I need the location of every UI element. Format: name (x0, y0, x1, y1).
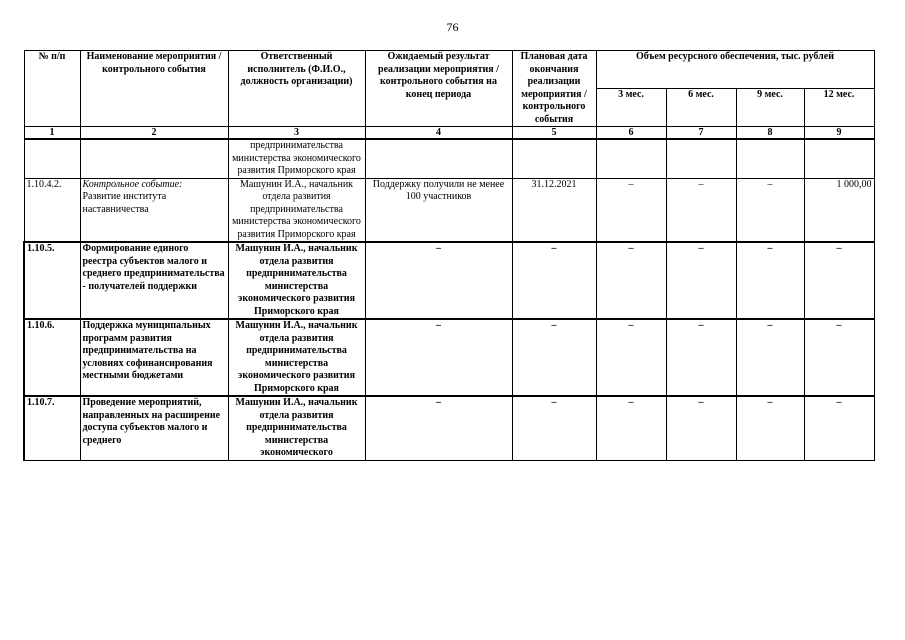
column-number: 8 (736, 127, 804, 140)
row-9-months: – (736, 319, 804, 396)
table-row (24, 178, 874, 242)
header-9-months: 9 мес. (736, 89, 804, 127)
row-number (24, 139, 80, 178)
header-result: Ожидаемый результат реализации мероприятия / контрольного события на конец периода (365, 51, 512, 127)
row-3-months: – (596, 319, 666, 396)
header-num: № п/п (24, 51, 80, 127)
header-name: Наименование мероприятия / контрольного события (80, 51, 228, 127)
column-number: 2 (80, 127, 228, 140)
table-row (24, 242, 874, 319)
row-12-months (804, 139, 874, 178)
column-number: 1 (24, 127, 80, 140)
row-6-months: – (666, 178, 736, 242)
row-date (512, 139, 596, 178)
row-6-months: – (666, 396, 736, 460)
column-number-row (24, 127, 874, 140)
row-12-months: – (804, 396, 874, 460)
column-number: 5 (512, 127, 596, 140)
row-number: 1.10.4.2. (24, 178, 80, 242)
row-result: – (365, 319, 512, 396)
column-number: 6 (596, 127, 666, 140)
row-3-months (596, 139, 666, 178)
row-responsible: предпринимательства министерства экономического развития Приморского края (228, 139, 365, 178)
row-name: Проведение мероприятий, направленных на расширение доступа субъектов малого и среднего (80, 396, 228, 460)
row-date: – (512, 242, 596, 319)
control-event-label: Контрольное событие: (82, 178, 183, 190)
row-name: Развитие института наставничества (82, 191, 167, 215)
row-3-months: – (596, 396, 666, 460)
row-date: – (512, 319, 596, 396)
row-12-months: – (804, 242, 874, 319)
row-responsible: Машунин И.А., начальник отдела развития предпринимательства министерства экономического развития Приморского края (228, 242, 365, 319)
column-number: 3 (228, 127, 365, 140)
row-name: Поддержка муниципальных программ развития предпринимательства на условиях софинансирования местными бюджетами (80, 319, 228, 396)
row-12-months: – (804, 319, 874, 396)
row-9-months (736, 139, 804, 178)
row-name-cell (80, 178, 228, 242)
column-number: 7 (666, 127, 736, 140)
page-number: 76 (446, 20, 459, 34)
row-9-months: – (736, 396, 804, 460)
row-9-months: – (736, 242, 804, 319)
header-date: Плановая дата окончания реализации мероприятия / контрольного события (512, 51, 596, 127)
row-number: 1.10.5. (24, 242, 80, 319)
row-responsible: Машунин И.А., начальник отдела развития предпринимательства министерства экономического (228, 396, 365, 460)
row-result: – (365, 242, 512, 319)
row-12-months: 1 000,00 (804, 178, 874, 242)
row-number: 1.10.7. (24, 396, 80, 460)
row-responsible: Машунин И.А., начальник отдела развития предпринимательства министерства экономического развития Приморского края (228, 178, 365, 242)
table-row (24, 139, 874, 178)
row-result: – (365, 396, 512, 460)
row-6-months: – (666, 319, 736, 396)
header-12-months: 12 мес. (804, 89, 874, 127)
row-date: 31.12.2021 (512, 178, 596, 242)
row-name: Формирование единого реестра субъектов малого и среднего предпринимательства - получателей поддержки (80, 242, 228, 319)
row-responsible: Машунин И.А., начальник отдела развития предпринимательства министерства экономического развития Приморского края (228, 319, 365, 396)
row-result: Поддержку получили не менее 100 участников (365, 178, 512, 242)
row-name (80, 139, 228, 178)
table-row (24, 319, 874, 396)
row-number: 1.10.6. (24, 319, 80, 396)
header-responsible: Ответственный исполнитель (Ф.И.О., должность организации) (228, 51, 365, 127)
column-number: 9 (804, 127, 874, 140)
header-6-months: 6 мес. (666, 89, 736, 127)
row-date: – (512, 396, 596, 460)
header-resources: Объем ресурсного обеспечения, тыс. рублей (596, 51, 874, 89)
row-6-months: – (666, 242, 736, 319)
header-3-months: 3 мес. (596, 89, 666, 127)
row-6-months (666, 139, 736, 178)
plan-table (23, 50, 875, 461)
row-3-months: – (596, 242, 666, 319)
table-row (24, 396, 874, 460)
row-3-months: – (596, 178, 666, 242)
row-result (365, 139, 512, 178)
row-9-months: – (736, 178, 804, 242)
column-number: 4 (365, 127, 512, 140)
